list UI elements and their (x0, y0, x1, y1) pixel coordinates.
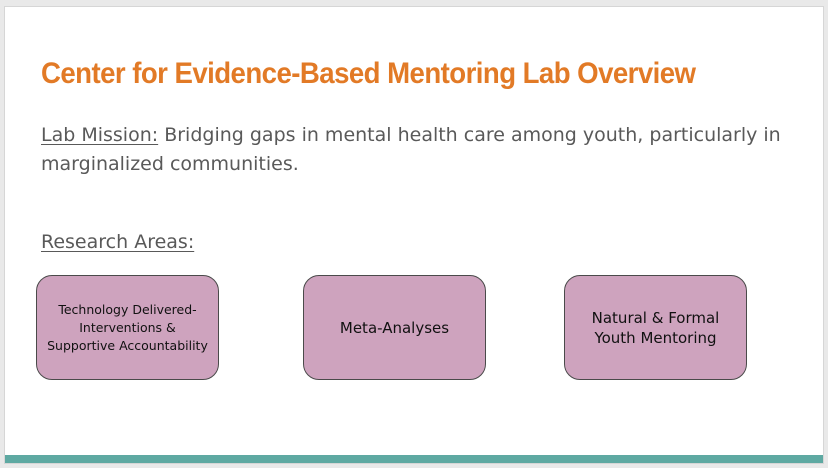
lab-mission (41, 121, 801, 179)
research-area-text: Technology Delivered-Interventions & Supportive Accountability (47, 301, 208, 353)
lab-mission-label: Lab Mission: (41, 124, 159, 146)
slide (4, 6, 824, 464)
research-area-box-technology (36, 275, 219, 380)
research-area-box-meta-analyses (303, 275, 486, 380)
slide-title: Center for Evidence-Based Mentoring Lab Overview (41, 57, 696, 90)
research-area-text: Natural & Formal Youth Mentoring (591, 308, 720, 347)
research-area-text: Meta-Analyses (339, 318, 450, 337)
lab-mission-text: Bridging gaps in mental health care among youth, particularly in marginalized communities. (41, 124, 781, 175)
research-area-box-mentoring (564, 275, 747, 380)
research-areas-label: Research Areas: (41, 231, 195, 253)
accent-bar (5, 455, 823, 463)
